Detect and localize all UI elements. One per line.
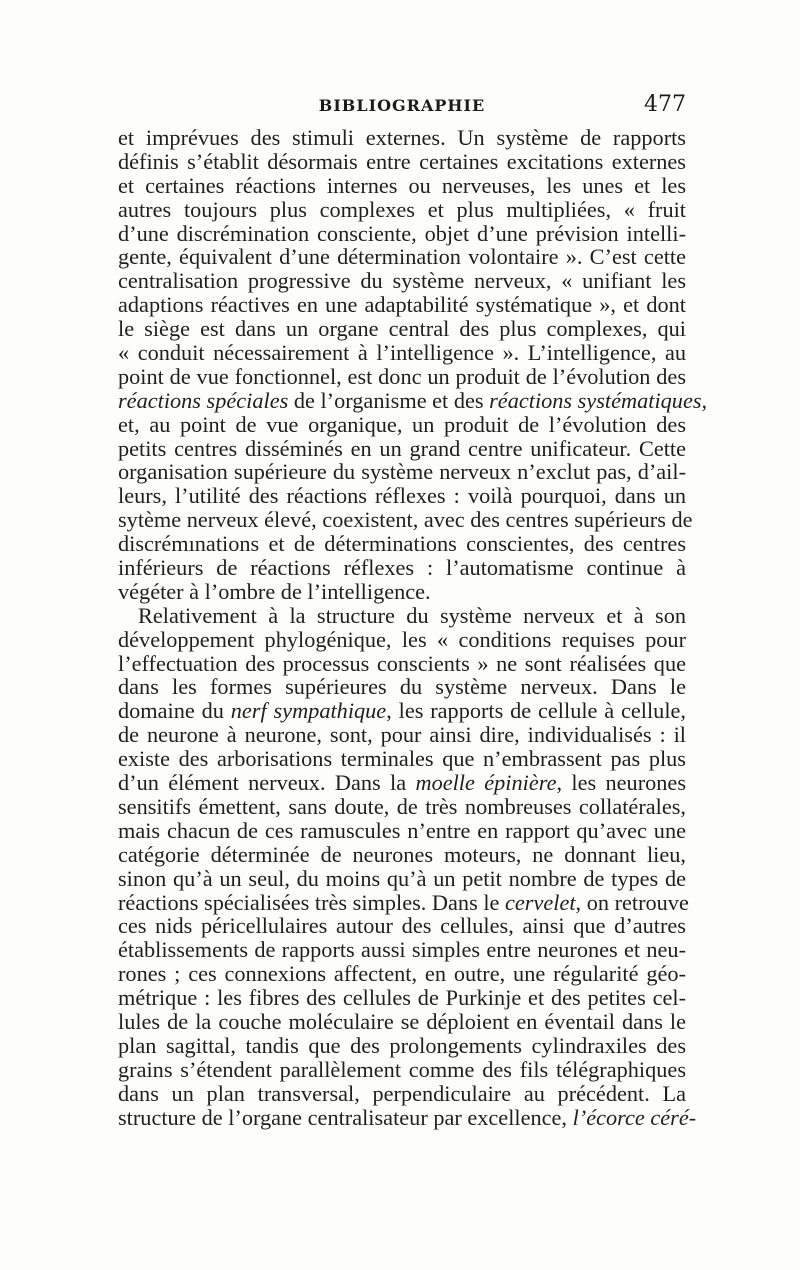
text-line: petits centres disséminés en un grand centre unificateur. Cette [118,435,686,461]
text-segment: , les rapports de cellule à cellule, [386,698,686,724]
text-line: d’une discrémination consciente, objet d’une prévision intelli- [118,220,686,246]
text-segment: , on retrouve [575,889,689,915]
text-line: autres toujours plus complexes et plus multipliées, « fruit [118,196,686,222]
text-line: catégorie déterminée de neurones moteurs, ne donnant lieu, [118,841,686,867]
text-line [118,771,686,795]
text-line: organisation supérieure du système nerveux n’exclut pas, d’ail- [118,459,686,485]
text-segment: d’un élément nerveux. Dans la [118,770,416,796]
text-line: ces nids péricellulaires autour des cellules, ainsi que d’autres [118,913,686,939]
page-header [118,92,686,122]
page-number: 477 [644,92,686,117]
text-line: sytème nerveux élevé, coexistent, avec des centres supérieurs de [118,507,693,533]
italic-term: l’écorce céré- [572,1104,697,1130]
text-line: existe des arborisations terminales que n’embrassent pas plus [118,746,686,772]
text-line: sensitifs émettent, sans doute, de très nombreuses collatérales, [118,793,686,819]
text-line: point de vue fonctionnel, est donc un produit de l’évolution des [118,363,686,389]
text-line: gente, équivalent d’une détermination volontaire ». C’est cette [118,244,686,270]
text-segment: , [701,387,708,413]
text-line: grains s’étendent parallèlement comme des fils télégraphiques [118,1056,686,1082]
text-line: et imprévues des stimuli externes. Un système de rapports [118,125,686,150]
text-segment: réactions spécialisées très simples. Dans le [118,889,505,915]
text-line: Relativement à la structure du système nerveux et à son [138,602,686,628]
text-line [118,889,689,915]
text-line [118,1104,697,1130]
body-text [118,125,708,1130]
text-line: établissements de rapports aussi simples entre neurones et neu- [118,937,686,963]
text-line: développement phylogénique, les « conditions requises pour [118,626,686,652]
italic-term: réactions systématiques [489,387,702,413]
running-title: BIBLIOGRAPHIE [318,96,486,115]
text-line: plan sagittal, tandis que des prolongements cylindraxiles des [118,1032,686,1058]
text-line: définis s’établit désormais entre certaines excitations externes [118,148,686,174]
text-segment: de l’organisme et des [288,387,490,413]
text-line: mais chacun de ces ramuscules n’entre en rapport qu’avec une [118,817,686,843]
text-line: et, au point de vue organique, un produit de l’évolution des [118,411,686,437]
text-line: « conduit nécessairement à l’intelligence ». L’intelligence, au [118,340,686,366]
text-segment: , les neurones [556,770,687,796]
italic-term: cervelet [504,889,576,915]
text-line: sinon qu’à un seul, du moins qu’à un petit nombre de types de [118,865,686,891]
text-line: discrémınations et de déterminations conscientes, des centres [118,531,686,557]
text-line: adaptions réactives en une adaptabilité systématique », et dont [118,292,686,318]
text-line: le siège est dans un organe central des plus complexes, qui [118,316,686,342]
text-line: végéter à l’ombre de l’intelligence. [118,578,431,604]
text-segment: structure de l’organe centralisateur par excellence, [118,1104,573,1130]
italic-term: réactions spéciales [118,387,289,413]
text-segment: domaine du [118,698,231,724]
text-line: rones ; ces connexions affectent, en outre, une régularité géo- [118,961,686,987]
text-line: dans les formes supérieures du système nerveux. Dans le [118,674,686,700]
italic-term: nerf sympathique [230,698,387,724]
text-line: l’effectuation des processus conscients » ne sont réalisées que [118,650,686,676]
text-line [118,699,686,723]
text-line [118,387,708,413]
text-line: inférieurs de réactions réflexes : l’automatisme continue à [118,555,686,581]
text-line: centralisation progressive du système nerveux, « unifiant les [118,268,686,294]
text-line: métrique : les fibres des cellules de Purkinje et des petites cel- [118,985,686,1011]
text-line: leurs, l’utilité des réactions réflexes : voilà pourquoi, dans un [118,483,686,509]
text-line: lules de la couche moléculaire se déploient en éventail dans le [118,1008,686,1034]
text-line: de neurone à neurone, sont, pour ainsi dire, individualisés : il [118,722,686,748]
italic-term: moelle épinière [415,770,557,796]
text-line: dans un plan transversal, perpendiculaire au précédent. La [118,1080,686,1106]
text-line: et certaines réactions internes ou nerveuses, les unes et les [118,172,686,198]
